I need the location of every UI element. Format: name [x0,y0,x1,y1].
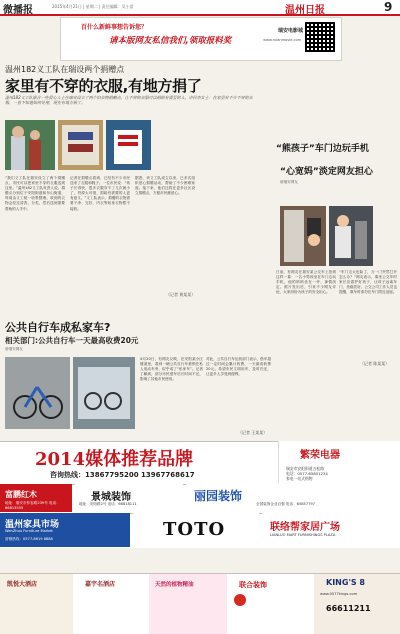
ad-oil-title: 天然的植物精油 [155,582,194,588]
article1-kicker: 温州182义工队在瑞设两个捐赠点 [5,65,125,74]
article1-photo-2 [58,120,103,170]
shop-line-2: 电话：0577-65801234 [286,471,328,476]
ad-jingcheng [75,484,183,512]
article1-col3: 据悉，该义工队成立以来，已多次组织爱心捐赠活动，帮助了不少困难家庭。接下来，他们还将在更多社区设立捐赠点，方便市民献爱心。 [135,176,195,196]
donation-box-photo-icon [106,120,151,170]
article1-col1: “我们义工队在瑞安设立了两个捐赠点，市民可以把家里不穿的衣服送到这里。”温州182义工队负责人说。捐赠点分别位于安阳街道和东山街道，每周由义工统一收集整理。收到的衣物会经过清洗、分类，然后送到需要帮助的人手中。 [5,176,65,211]
article3-byline: （记者 王某某） [238,430,268,435]
ad-furniture-title: 温州家具市场 [5,520,60,530]
article2-headline: “心宽妈”淡定网友担心 [280,167,373,177]
article1-col2: 记者在捐赠点看到，已经有不少市民送来了衣服和鞋子。一位市民说：“孩子长得快，很多衣服穿不了几次就小了，扔掉太可惜，捐给有需要的人更有意义。”义工队表示，捐赠的衣物需要干净、完好，内衣等贴身衣物暂不接收。 [70,176,130,211]
qr-code-icon [305,22,335,52]
ad-kings-title: KING'S 8 [326,578,365,587]
promo-url: www.ruianmovie.com [263,38,301,42]
section-title: 微播报 [3,5,33,16]
promo-box [60,17,342,61]
ad-hotel-1-title: 凯悦大酒店 [7,581,38,588]
ad-lihua-title: 丽园装饰 [194,489,243,503]
promo-line1: 百什么新鲜事想告诉您？ [81,24,148,31]
ad-fuhong [0,484,72,512]
ad-lihua [186,484,400,512]
bicycle-photo-icon [5,357,70,429]
bus-door-photo-icon [280,206,326,266]
clothes-photo-icon [58,120,103,170]
shop-name: 繁荣电器 [300,450,340,461]
ad-furniture-line: 营销热线：0577-8619 8888 [5,537,53,541]
shop-line-3: 家电一站式购物 [286,476,313,481]
banner-title: 2014媒体推荐品牌 [35,449,194,470]
article3-headline: 公共自行车成私家车? [5,321,111,334]
article2-kicker: “熊孩子”车门边玩手机 [276,144,369,154]
ad-kings [314,574,400,634]
article1-lead: 温州182义工队联合一些爱心人士在瑞安设立了两个旧衣物捐赠点，让不穿的衣服可以捐给有需要的人。市民李女士：在家里有不少不穿的衣服，一直不知道如何处理，现在有地方捐了。 [5,95,253,105]
article2-col2: “车门边太危险了，万一门突然打开怎么办？”网友表示，乘坐公交车时家长应看护好孩子，让孩子远离车门，坐稳扶好。公交公司工作人员也提醒，乘车时请勿在车门附近逗留。 [339,270,397,295]
article2-photo-2 [329,206,373,266]
ad-hotel-1 [0,574,73,634]
article1-headline: 家里有不穿的衣服,有地方捐了 [5,77,202,95]
shop-lines [286,466,396,481]
ad-lihua-line: 全国装饰企业百强 电话：65857797 [256,502,315,506]
ad-lianluo-sub: LIANLUO MART FURNISHINGS PLAZA [270,533,336,537]
ad-hotel-2 [75,574,147,634]
ad-fuhong-line: 地址：瑞安市仲容路239号 电话：66813555 [5,501,60,510]
article3-col2: 对此，公共自行车运营部门表示，借车超过一定时间会累计收费，一天最高收费20元。希望市民文明用车，及时归还，让更多人享受到便利。 [206,357,271,377]
ad-oil [149,574,227,634]
ad-kings-phone: 66611211 [326,604,371,613]
promo-company: 瑞安电影城 [277,28,303,34]
ad-furniture-sub: WenZhou Furniture Market [5,529,53,533]
ad-lianluo-title: 联络帮家居广场 [270,522,340,533]
ad-decoration [229,574,311,634]
article3-kicker-label: @瑞安网友 [5,347,23,351]
article2-photo-1 [280,206,326,266]
article2-kicker-label: @瑞安网友 [280,180,298,184]
ad-hotel-2-title: 嘉宇名酒店 [85,581,116,588]
article3-photo-1 [5,357,70,429]
ad-decoration-title: 联合装饰 [239,581,267,589]
people-photo-icon [5,120,55,170]
promo-line2: 请本版网友私信我们,领取报料奖 [109,36,232,46]
article1-photo-3 [106,120,151,170]
ad-fuhong-title: 富鹏红木 [5,490,37,499]
header-meta: 2015年4月21日 | 星期二 | 责任编辑：吴小雷 [52,4,134,9]
article1-byline: （记者 黄某某） [166,292,196,297]
ad-toto [133,513,259,547]
passenger-photo-icon [329,206,373,266]
ad-kings-url: www.0577kings.com [320,592,358,596]
article2-col1: 日前，有网友在瑞安某公交车上拍到这样一幕：一名小男孩坐在车门边玩手机，他的妈妈坐在一旁，神情淡定。照片发出后，引来不少网友评论，大家纷纷为孩子的安全担心。 [276,270,336,295]
article3-photo-2 [73,357,135,429]
parking-photo-icon [73,357,135,429]
newspaper-brand: 温州日报 [285,5,325,16]
article1-photo-1 [5,120,55,170]
page-number: 9 [384,0,393,14]
ad-jingcheng-title: 景城装饰 [91,492,131,503]
ad-toto-title: TOTO [163,519,226,540]
red-circle-icon [234,594,246,606]
article2-byline: （记者 陈某某） [360,361,390,366]
article3-subhead: 相关部门:公共自行车一天最高收费20元 [5,336,139,345]
ad-lianluo [262,513,400,547]
ad-jingcheng-line: 地址：安阳路2号 电话：66818111 [79,502,137,506]
ad-furniture [0,513,130,547]
article3-col1: 4月20日，有网友反映，在安阳某小区楼道里，看到一辆公共自行车被锁在私人电动车旁，似乎成了“私家车”。记者了解到，部分市民借车后长时间不还，影响了其他市民使用。 [140,357,203,382]
shop-line-1: 瑞安市安阳街道万松路 [286,466,324,471]
banner-hotline: 咨询热线：13867795200 13967768617 [50,471,195,479]
